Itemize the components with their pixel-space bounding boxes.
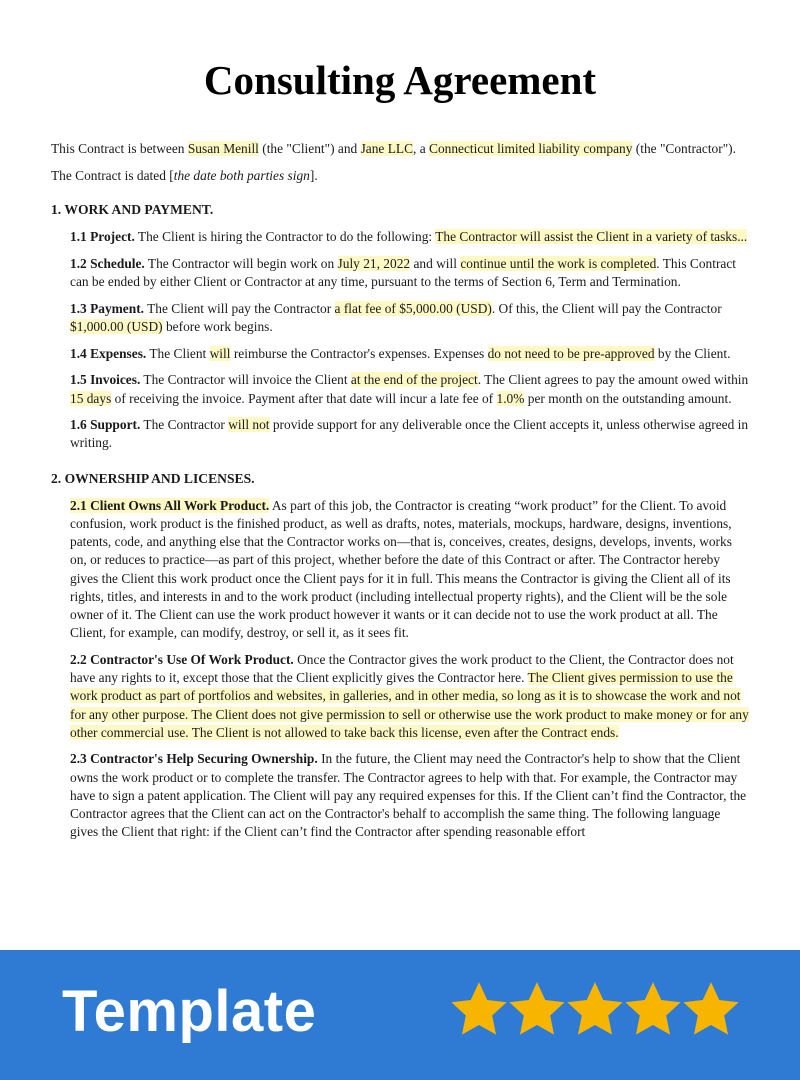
clause-label: 1.4 Expenses. [70,345,147,361]
license-field: The Client gives permission to use the work product as part of portfolios and websites, in galleries, and in other media, so long as it is to showcase the work and not for any other purpose. The Client does not give permission to sell or otherwise use the work product to make money or for any other commercial use. The Client is not allowed to take back this license, even after the Contract ends. [70,670,749,740]
star-icon [506,978,568,1040]
clause-label: 1.5 Invoices. [70,372,141,388]
banner-label: Template [62,979,317,1044]
text: The Contractor [140,417,229,433]
text: In the future, the Client may need the Contractor's help to show that the Client owns the work product or to complete the transfer. The Contractor agrees to help with that. For example, the Contractor may have to sign a patent application. The Client will pay any required expenses for this. If the Client can’t find the Contractor, the Contractor agrees that the Client can act on the Contractor's behalf to accomplish the same thing. The following language gives the Client that right: if the Client can’t find the Contractor after spending reasonable effort [70,751,747,840]
clause-2-1-ownership [51,497,751,643]
late-fee-field: 1.0% [496,390,525,406]
text: (the "Client") and [258,141,361,156]
star-icon [680,978,742,1040]
clause-1-1-project [51,228,751,246]
text: . This Contract can be ended by either Client or Contractor at any time, pursuant to the terms of Section 6, Term and Termination. [70,255,737,290]
text: ]. [309,167,318,183]
text: This Contract is between [51,141,188,156]
text: before work begins. [162,318,273,334]
text: The Contract is dated [ [51,167,174,183]
project-description-field: The Contractor will assist the Client in a variety of tasks... [435,229,748,245]
support-field: will not [228,417,270,433]
deposit-field: $1,000.00 (USD) [70,318,163,334]
client-name-field: Susan Menill [187,141,259,156]
clause-1-2-schedule [51,255,751,291]
text: . The Client agrees to pay the amount owed within [477,372,749,388]
text: As part of this job, the Contractor is creating “work product” for the Client. To avoid confusion, work product is the finished product, as well as drafts, notes, materials, mockups, hardware, designs, inventions, patents, code, and anything else that the Contractor works on—that is, conceives, creates, designs, develops, invents, works on, or reduces to practice—as part of this project, whether before the date of this Contract or after. The Contractor hereby gives the Client this work product once the Client pays for it in full. This means the Contractor is giving the Client all of its rights, titles, and interests in and to the work product (including intellectual property rights), and the Client will be the sole owner of it. The Client can use the work product however it wants or it can decide not to use the work product at all. The Client, for example, can modify, destroy, or sell it, as it sees fit. [70,497,732,641]
text: The Contractor will invoice the Client [140,372,351,388]
clause-label: 1.6 Support. [70,417,141,433]
intro-parties [51,140,751,158]
reimburse-field: will [209,345,231,361]
contract-body [51,140,751,850]
clause-1-4-expenses [51,345,751,363]
text: by the Client. [654,345,731,361]
text: provide support for any deliverable once the Client accepts it, unless otherwise agreed in writing. [70,417,749,451]
text: of receiving the invoice. Payment after that date will incur a late fee of [111,390,497,406]
text: per month on the outstanding amount. [524,390,732,406]
contractor-name-field: Jane LLC [360,141,414,156]
rating-stars [448,978,738,1040]
date-placeholder: the date both parties sign [173,167,310,183]
text: The Client will pay the Contractor [144,300,335,316]
section-heading-ownership: 2. OWNERSHIP AND LICENSES. [51,470,255,486]
entity-type-field: Connecticut limited liability company [429,141,633,156]
invoice-timing-field: at the end of the project [350,372,478,388]
clause-label: 1.3 Payment. [70,300,145,316]
payment-days-field: 15 days [70,390,112,406]
section-heading-work-payment: 1. WORK AND PAYMENT. [51,201,214,217]
clause-label: 1.1 Project. [70,229,135,245]
clause-label: 2.3 Contractor's Help Securing Ownership. [70,751,318,767]
preapproval-field: do not need to be pre-approved [487,345,655,361]
text: The Client is hiring the Contractor to do the following: [134,229,436,245]
intro-date [51,167,751,185]
star-icon [564,978,626,1040]
text: . Of this, the Client will pay the Contractor [491,300,722,316]
clause-2-2-contractor-use [51,651,751,742]
text: and will [410,255,461,271]
text: Once the Contractor gives the work product to the Client, the Contractor does not have any rights to it, except those that the Client explicitly gives the Contractor here. [70,651,734,686]
clause-label: 1.2 Schedule. [70,255,145,271]
end-condition-field: continue until the work is completed [460,255,657,271]
start-date-field: July 21, 2022 [337,255,411,271]
text: The Contractor will begin work on [144,255,338,271]
page-title: Consulting Agreement [203,57,597,103]
clause-2-3-help-securing [51,750,751,841]
clause-1-6-support [51,416,751,452]
clause-label: 2.1 Client Owns All Work Product. [70,497,270,513]
clause-1-3-payment [51,300,751,336]
fee-field: a flat fee of $5,000.00 (USD) [334,300,492,316]
star-icon [622,978,684,1040]
text: , a [413,141,430,156]
clause-label: 2.2 Contractor's Use Of Work Product. [70,651,294,667]
text: (the "Contractor"). [632,141,736,156]
text: The Client [146,345,210,361]
star-icon [448,978,510,1040]
text: reimburse the Contractor's expenses. Expenses [230,345,488,361]
clause-1-5-invoices [51,371,751,407]
